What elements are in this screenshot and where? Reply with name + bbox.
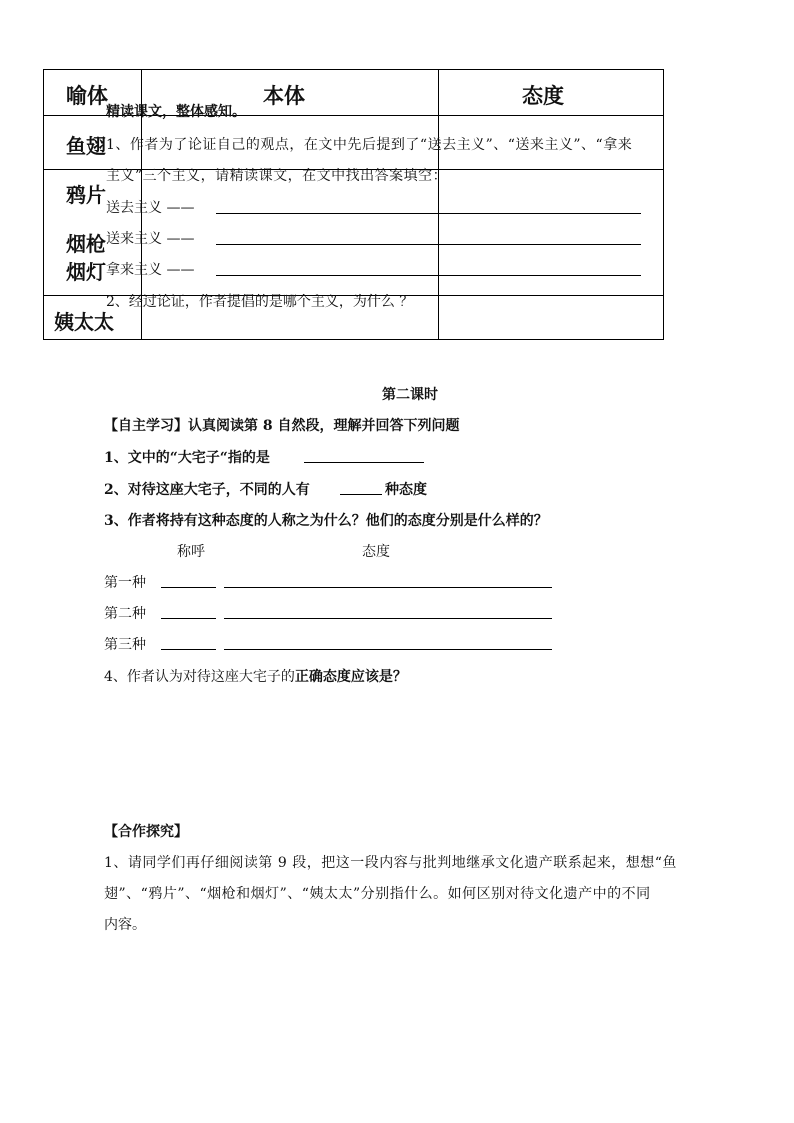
overlay-question-2: 2、经过论证，作者提倡的是哪个主义，为什么 ？ xyxy=(106,294,414,310)
question-2-part-1: 2、对待这座大宅子，不同的人有 xyxy=(104,482,310,498)
table-header-tenor: 本体 xyxy=(263,84,305,108)
overlay-question-1-line-1: 1、作者为了论证自己的观点，在文中先后提到了“送去主义”、“送来主义”、“拿来 xyxy=(106,137,633,153)
question-3: 3、作者将持有这种态度的人称之为什么？他们的态度分别是什么样的？ xyxy=(104,513,548,529)
answer-line[interactable] xyxy=(224,618,552,619)
answer-line[interactable] xyxy=(161,649,216,650)
question-4 xyxy=(104,666,407,686)
answer-line[interactable] xyxy=(161,587,216,588)
answer-line[interactable] xyxy=(216,213,641,214)
question-4-part-1: 4、作者认为对待这座大宅子的 xyxy=(104,669,295,685)
row-label-opium: 鸦片 xyxy=(66,183,106,207)
column-title-attitude: 态度 xyxy=(362,544,390,560)
table-header-attitude: 态度 xyxy=(522,84,564,108)
answer-line[interactable] xyxy=(224,587,552,588)
table-divider xyxy=(438,70,439,339)
row-label-concubine: 姨太太 xyxy=(54,310,114,334)
row-label-fin: 鱼翅 xyxy=(66,134,106,158)
question-4-part-2: 正确态度应该是？ xyxy=(294,669,407,685)
overlay-heading: 精读课文，整体感知。 xyxy=(106,104,246,120)
overlay-item-take: 拿来主义 —— xyxy=(106,262,195,278)
kind-label-1: 第一种 xyxy=(104,575,146,591)
table-header-vehicle: 喻体 xyxy=(66,84,108,108)
column-title-name: 称呼 xyxy=(177,544,205,560)
answer-line[interactable] xyxy=(304,462,424,463)
row-label-pipe: 烟枪 xyxy=(66,232,106,256)
cooperate-heading: 【合作探究】 xyxy=(104,824,188,840)
kind-label-2: 第二种 xyxy=(104,606,146,622)
question-1: 1、文中的“大宅子“指的是 xyxy=(104,450,270,466)
overlay-item-send-in: 送来主义 —— xyxy=(106,231,195,247)
overlay-item-send-away: 送去主义 —— xyxy=(106,200,195,216)
answer-line[interactable] xyxy=(161,618,216,619)
answer-line[interactable] xyxy=(224,649,552,650)
cooperate-line-2: 翅”、“鸦片”、“烟枪和烟灯”、“姨太太”分别指什么。如何区别对待文化遗产中的不同 xyxy=(104,886,651,902)
self-study-heading: 【自主学习】认真阅读第 8 自然段，理解并回答下列问题 xyxy=(104,418,460,434)
cooperate-line-1: 1、请同学们再仔细阅读第 9 段，把这一段内容与批判地继承文化遗产联系起来，想想“鱼 xyxy=(104,855,677,871)
cooperate-line-3: 内容。 xyxy=(104,917,146,933)
lesson-title: 第二课时 xyxy=(382,387,438,403)
overlay-question-1-line-2: 主义”三个主义，请精读课文，在文中找出答案填空： xyxy=(106,168,448,184)
answer-line[interactable] xyxy=(216,244,641,245)
answer-line[interactable] xyxy=(340,494,382,495)
kind-label-3: 第三种 xyxy=(104,637,146,653)
answer-line[interactable] xyxy=(216,275,641,276)
row-label-lamp: 烟灯 xyxy=(66,260,106,284)
question-2-part-2: 种态度 xyxy=(385,482,427,498)
